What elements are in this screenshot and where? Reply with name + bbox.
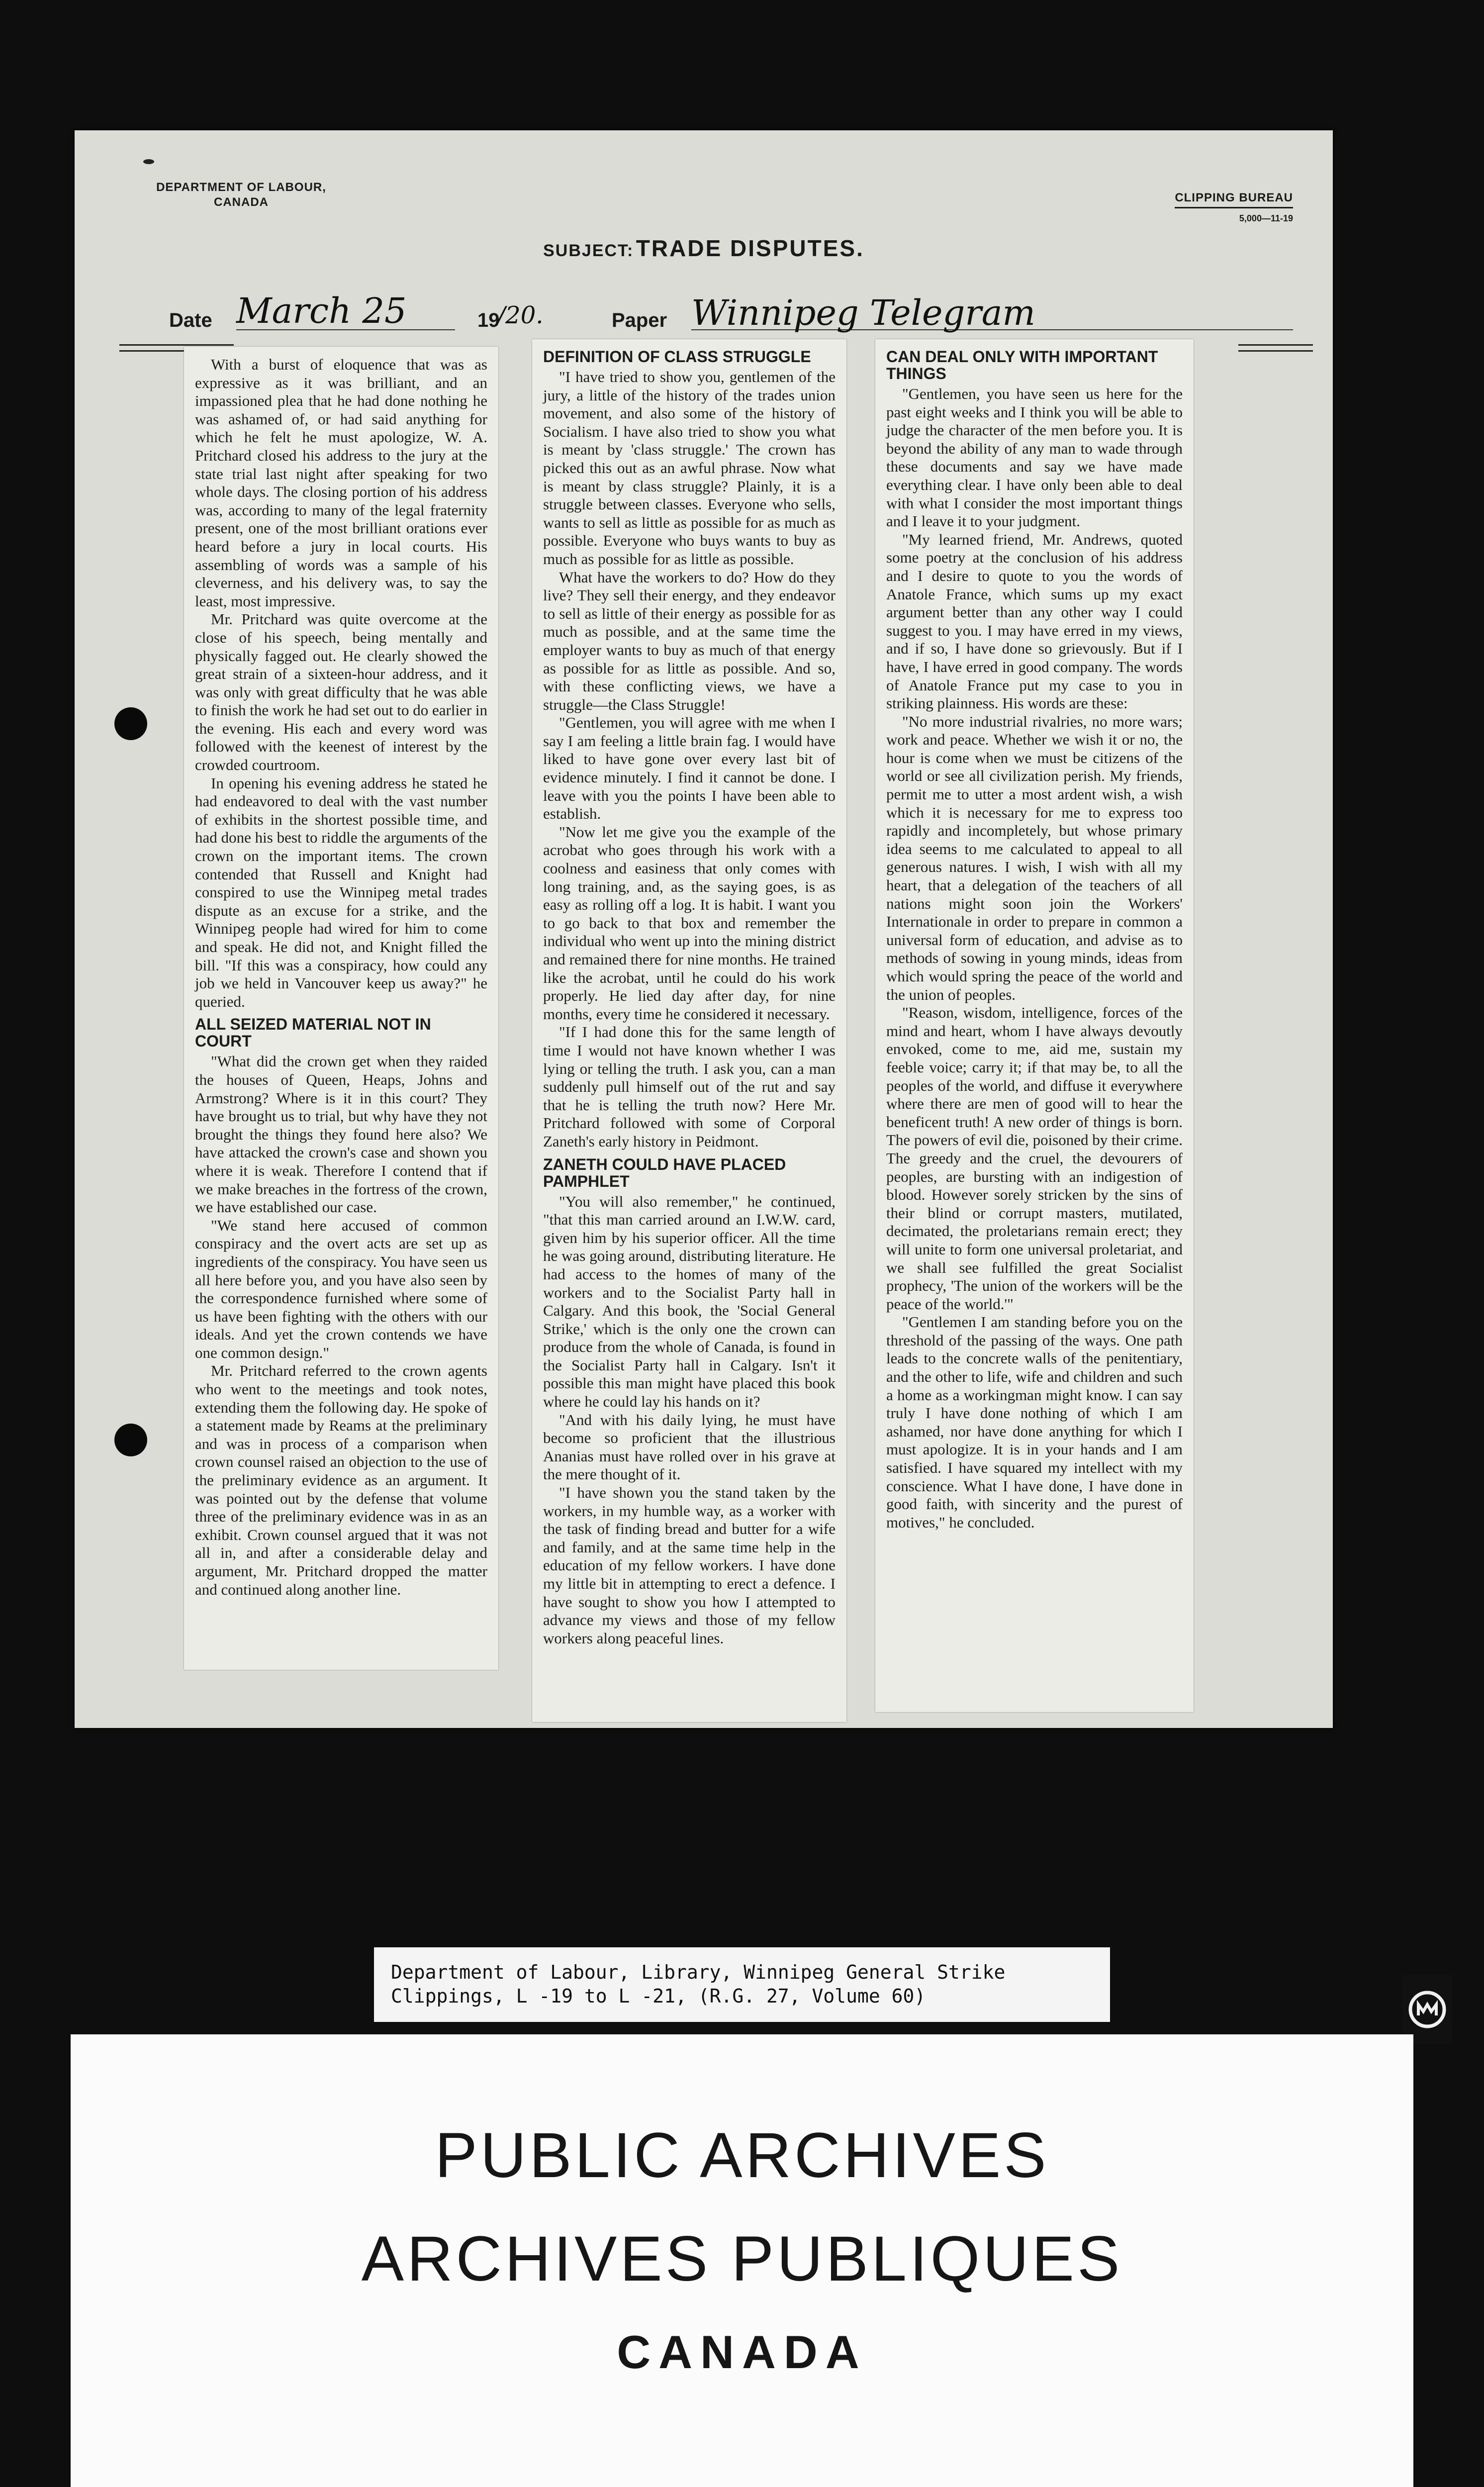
form-number: 5,000—11-19 — [1239, 213, 1293, 223]
section-heading: DEFINITION OF CLASS STRUGGLE — [543, 348, 811, 366]
paragraph: "And with his daily lying, he must have become so proficient that the illustrious Ananias must have rolled over in his grave at the mere thought of it. — [543, 1411, 835, 1483]
paragraph: What have the workers to do? How do they live? They sell their energy, and they endeavor to sell as little of their energy as possible for as much as possible, and at the same time the employer wants to buy as much of that energy as possible for as little as possible. And so, with these conflicting views, we have a struggle—the Class Struggle! — [543, 568, 835, 713]
paragraph: "I have shown you the stand taken by the workers, in my humble way, as a worker with the task of finding bread and butter for a wife and family, and at the same time help in the education of my fellow workers. I have done my little bit in attempting to erect a defence. I have sought to show you how I attempted to advance my views and those of my fellow workers along peaceful lines. — [543, 1484, 835, 1647]
bureau-header — [1175, 191, 1293, 224]
section-heading: ALL SEIZED MATERIAL NOT IN COURT — [195, 1015, 431, 1051]
double-rule-left — [119, 344, 234, 346]
paragraph: "I have tried to show you, gentlemen of the jury, a little of the history of the trades union movement, and also some of the history of Socialism. I have also tried to show you what is meant by 'class struggle.' The crown has picked this out as an awful phrase. Now what is meant by class struggle? Plainly, it is a struggle between classes. Everyone who sells, wants to sell as little as possible for as much as possible. Everyone who buys wants to buy as much as possible for as little as possible. — [543, 368, 835, 568]
subject-value: TRADE DISPUTES. — [636, 235, 864, 261]
paragraph: "We stand here accused of common conspiracy and the overt acts are set up as ingredients of the conspiracy. You have seen us all here before you, and you have also seen by the correspondence furnished where some of us have been fighting with the others with our ideals. And yet the crown contends we have one common design." — [195, 1216, 487, 1361]
article-column-3 — [875, 339, 1194, 1712]
paragraph: Mr. Pritchard was quite overcome at the close of his speech, being mentally and physically fagged out. He clearly showed the great strain of a sixteen-hour address, and it was only with great difficulty that he was able to finish the work he had set out to do earlier in the evening. His each and every word was followed with the keenest of interest by the crowded courtroom. — [195, 610, 488, 774]
paragraph: "Gentlemen, you will agree with me when I say I am feeling a little brain fag. I would have liked to have gone over every last bit of evidence minutely. I find it cannot be done. I leave with you the points I have been able to establish. — [543, 714, 835, 823]
paragraph: Mr. Pritchard referred to the crown agents who went to the meetings and took notes, extending them the following day. He spoke of a statement made by Reams at the preliminary and was in process of a comparison when crown counsel raised an objection to the use of the preliminary evidence as an argument. It was pointed out by the defense that volume three of the preliminary evidence was in as an exhibit. Crown counsel argued that it was not all in, and after a considerable delay and argument, Mr. Pritchard dropped the matter and continued along another line. — [195, 1362, 487, 1598]
subject-label: SUBJECT: — [543, 241, 634, 260]
paragraph: "My learned friend, Mr. Andrews, quoted some poetry at the conclusion of his address and I desire to quote to you the words of Anatole France, which sums up my exact argument better than any other way I could suggest to you. I may have erred in my views, and if so, I have done so grievously. But if I have, I have erred in good company. The words of Anatole France put my case to you in striking plainness. His words are these: — [886, 530, 1183, 712]
year-prefix: 19 — [477, 309, 500, 331]
subject-line — [75, 235, 1333, 262]
paragraph: "Gentlemen, you have seen us here for the past eight weeks and I think you will be able to judge the character of the men before you. It is beyond the ability of any man to wade through these documents and say we have made everything clear. I have only been able to deal with what I consider the most important things and I leave it to your judgment. — [886, 385, 1183, 530]
department-name: DEPARTMENT OF LABOUR, — [156, 181, 326, 194]
microfilm-logo-icon — [1402, 1975, 1452, 2044]
bureau-name: CLIPPING BUREAU — [1175, 191, 1293, 208]
year-handwritten: /20. — [497, 301, 544, 329]
archive-reference-line-2: Clippings, L -19 to L -21, (R.G. 27, Volume 60) — [391, 1985, 926, 2007]
paragraph: "No more industrial rivalries, no more wars; work and peace. Whether we wish it or no, the hour is come when we must be citizens of the world or see all civilization perish. My friends, permit me to utter a most ardent wish, a wish which it is necessary for me to express too rapidly and incompletely, but whose primary idea seems to me calculated to appeal to all generous natures. I wish, I wish with all my heart, that a delegation of the teachers of all nations might soon join the Workers' Internationale in order to prepare in common a universal form of education, and advise as to methods of sowing in young minds, ideas from which would spring the peace of the world and the union of peoples. — [886, 712, 1183, 1003]
archive-reference-line-1: Department of Labour, Library, Winnipeg General Strike — [391, 1961, 1006, 1983]
paper-label: Paper — [612, 309, 667, 331]
punch-hole-bottom — [114, 1424, 147, 1456]
archives-title-french: ARCHIVES PUBLIQUES — [361, 2223, 1123, 2295]
department-header — [122, 180, 361, 210]
paper-handwritten: Winnipeg Telegram — [691, 292, 1293, 330]
date-handwritten: March 25 — [236, 290, 455, 330]
archives-title-card — [71, 2034, 1413, 2487]
department-country: CANADA — [214, 195, 269, 209]
double-rule-right — [1238, 344, 1313, 346]
paragraph: "Gentlemen I am standing before you on the threshold of the passing of the ways. One path leads to the concrete walls of the penitentiary, and the other to life, wife and children and such a home as a workingman might know. I can say truly I have done nothing of which I am ashamed, nor have done anything for which I must apologize. It is in your hands and I am satisfied. I have squared my intellect with my conscience. What I have done, I have done in good faith, with sincerity and the purest of motives," he concluded. — [886, 1313, 1183, 1531]
paragraph: "If I had done this for the same length of time I would not have known whether I was lying or telling the truth. I ask you, can a man suddenly pull himself out of the rut and say that he is telling the truth now? Here Mr. Pritchard followed with some of Corporal Zaneth's early history in Peidmont. — [543, 1023, 835, 1150]
punch-hole-top — [114, 707, 147, 740]
paragraph: "You will also remember," he continued, "that this man carried around an I.W.W. card, given him by his superior officer. All the time he was going around, distributing literature. He had access to the homes of many of the workers and to the Socialist Party hall in Calgary. And this book, the 'Social General Strike,' which is the only one the crown can produce from the whole of Canada, is found in the Socialist Party hall in Calgary. Isn't it possible this man might have placed this book where he could lay his hands on it? — [543, 1192, 835, 1411]
ink-mark — [143, 159, 154, 164]
article-column-1 — [184, 347, 498, 1670]
paragraph: In opening his evening address he stated he had endeavored to deal with the vast number of exhibits in the shortest possible time, and had done his best to riddle the arguments of the crown on the important items. The crown contended that Russell and Knight had conspired to use the Winnipeg metal trades dispute as an excuse for a strike, and the Winnipeg people had wired for him to come and speak. He did not, and Knight filled the bill. "If this was a conspiracy, how could any job we held in Vancouver keep us away?" he queried. — [195, 774, 487, 1010]
paragraph: "Now let me give you the example of the acrobat who goes through his work with a coolness and easiness that only comes with long training, and, as the saying goes, is as easy as rolling off a log. It is habit. I want you to go back to that box and remember the individual who went up into the mining district and remained there for nine months. He trained like the acrobat, until he could do his work properly. He lied day after day, for nine months, every time he considered it necessary. — [543, 823, 835, 1023]
paragraph: "Reason, wisdom, intelligence, forces of the mind and heart, whom I have always devoutly envoked, come to me, aid me, sustain my feeble voice; carry it; if that may be, to all the peoples of the world, and diffuse it everywhere where there are men of good will to hear the beneficent truth! A new order of things is born. The powers of evil die, poisoned by their crime. The greedy and the cruel, the devourers of peoples, are bursting with an indigestion of blood. However sorely stricken by the sins of their blind or corrupt masters, mutilated, decimated, the proletarians remain erect; they will unite to form one universal proletariat, and we shall see fulfilled the great Socialist prophecy, 'The union of the workers will be the peace of the world.'" — [886, 1004, 1183, 1313]
section-heading: CAN DEAL ONLY WITH IMPORTANT THINGS — [886, 348, 1158, 383]
date-label: Date — [169, 309, 212, 331]
section-heading: ZANETH COULD HAVE PLACED PAMPHLET — [543, 1155, 786, 1190]
article-column-2 — [532, 339, 846, 1722]
paragraph: With a burst of eloquence that was as expressive as it was brilliant, and an impassioned plea that he had done nothing he was ashamed of, or had said anything for which he felt he must apologize, W. A. Pritchard closed his address to the jury at the state trial last night after speaking for two whole days. The closing portion of his address was, according to many of the legal fraternity present, one of the most brilliant orations ever heard before a jury in local courts. His assembling of words was a sample of his cleverness, and his delivery was, to say the least, most impressive. — [195, 356, 487, 610]
clipping-sheet — [75, 130, 1333, 1728]
archive-reference-stamp — [374, 1947, 1110, 2022]
paragraph: "What did the crown get when they raided the houses of Queen, Heaps, Johns and Armstrong? Where is it in this court? They have brought us to trial, but why have they not brought the things they found here also? We have attacked the crown's case and shown you where it is weak. Therefore I contend that if we make breaches in the fortress of the crown, we have established our case. — [195, 1052, 487, 1216]
archives-title-english: PUBLIC ARCHIVES — [435, 2120, 1049, 2191]
archives-country: CANADA — [617, 2326, 867, 2378]
